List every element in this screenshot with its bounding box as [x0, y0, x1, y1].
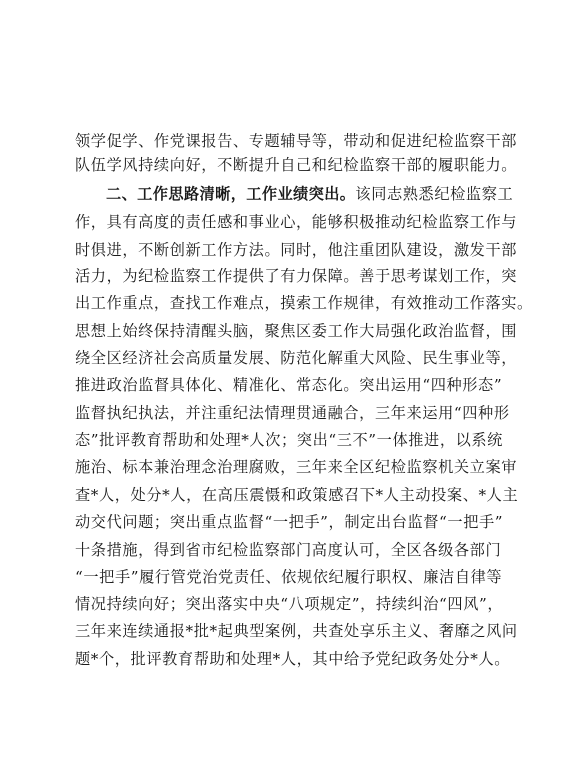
- paragraph-2-line: 三年来连续通报*批*起典型案例，共查处享乐主义、奢靡之风问: [75, 622, 518, 640]
- paragraph-2-line: 题*个，批评教育帮助和处理*人，其中给予党纪政务处分*人。: [75, 650, 511, 668]
- paragraph-1-line: 队伍学风持续向好，不断提升自己和纪检监察干部的履职能力。: [75, 156, 518, 174]
- paragraph-2-line: “一把手”履行管党治党责任、依规依纪履行职权、廉洁自律等: [75, 568, 503, 586]
- paragraph-1-line: 领学促学、作党课报告、专题辅导等，带动和促进纪检监察干部: [75, 132, 518, 150]
- paragraph-2-first-line: [106, 182, 513, 206]
- paragraph-2-line: 推进政治监督具体化、精准化、常态化。突出运用“四种形态”: [75, 376, 503, 394]
- paragraph-2-line: 作，具有高度的责任感和事业心，能够积极推动纪检监察工作与: [75, 213, 518, 231]
- paragraph-2-line: 活力，为纪检监察工作提供了有力保障。善于思考谋划工作，突: [75, 267, 518, 285]
- paragraph-2-line: 出工作重点，查找工作难点，摸索工作规律，有效推动工作落实。: [75, 294, 533, 312]
- paragraph-2-line: 十条措施，得到省市纪检监察部门高度认可，全区各级各部门: [75, 541, 502, 559]
- paragraph-2-line: 时俱进，不断创新工作方法。同时，他注重团队建设，激发干部: [75, 241, 518, 259]
- paragraph-2-line: 态”批评教育帮助和处理*人次；突出“三不”一体推进，以系统: [75, 431, 503, 449]
- paragraph-2-line: 动交代问题；突出重点监督“一把手”，制定出台监督“一把手”: [75, 513, 504, 531]
- section-heading: 二、工作思路清晰，工作业绩突出。: [106, 185, 356, 203]
- paragraph-2-line: 监督执纪执法，并注重纪法情理贯通融合，三年来运用“四种形: [75, 404, 510, 422]
- paragraph-2-text: 该同志熟悉纪检监察工: [355, 185, 514, 203]
- paragraph-2-line: 思想上始终保持清醒头脑，聚焦区委工作大局强化政治监督，围: [75, 322, 518, 340]
- paragraph-2-line: 情况持续向好；突出落实中央“八项规定”，持续纠治“四风”，: [75, 595, 504, 613]
- paragraph-2-line: 施治、标本兼治理念治理腐败，三年来全区纪检监察机关立案审: [75, 458, 518, 476]
- paragraph-2-line: 绕全区经济社会高质量发展、防范化解重大风险、民生事业等，: [75, 349, 518, 367]
- paragraph-2-line: 查*人，处分*人，在高压震慑和政策感召下*人主动投案、*人主: [75, 486, 519, 504]
